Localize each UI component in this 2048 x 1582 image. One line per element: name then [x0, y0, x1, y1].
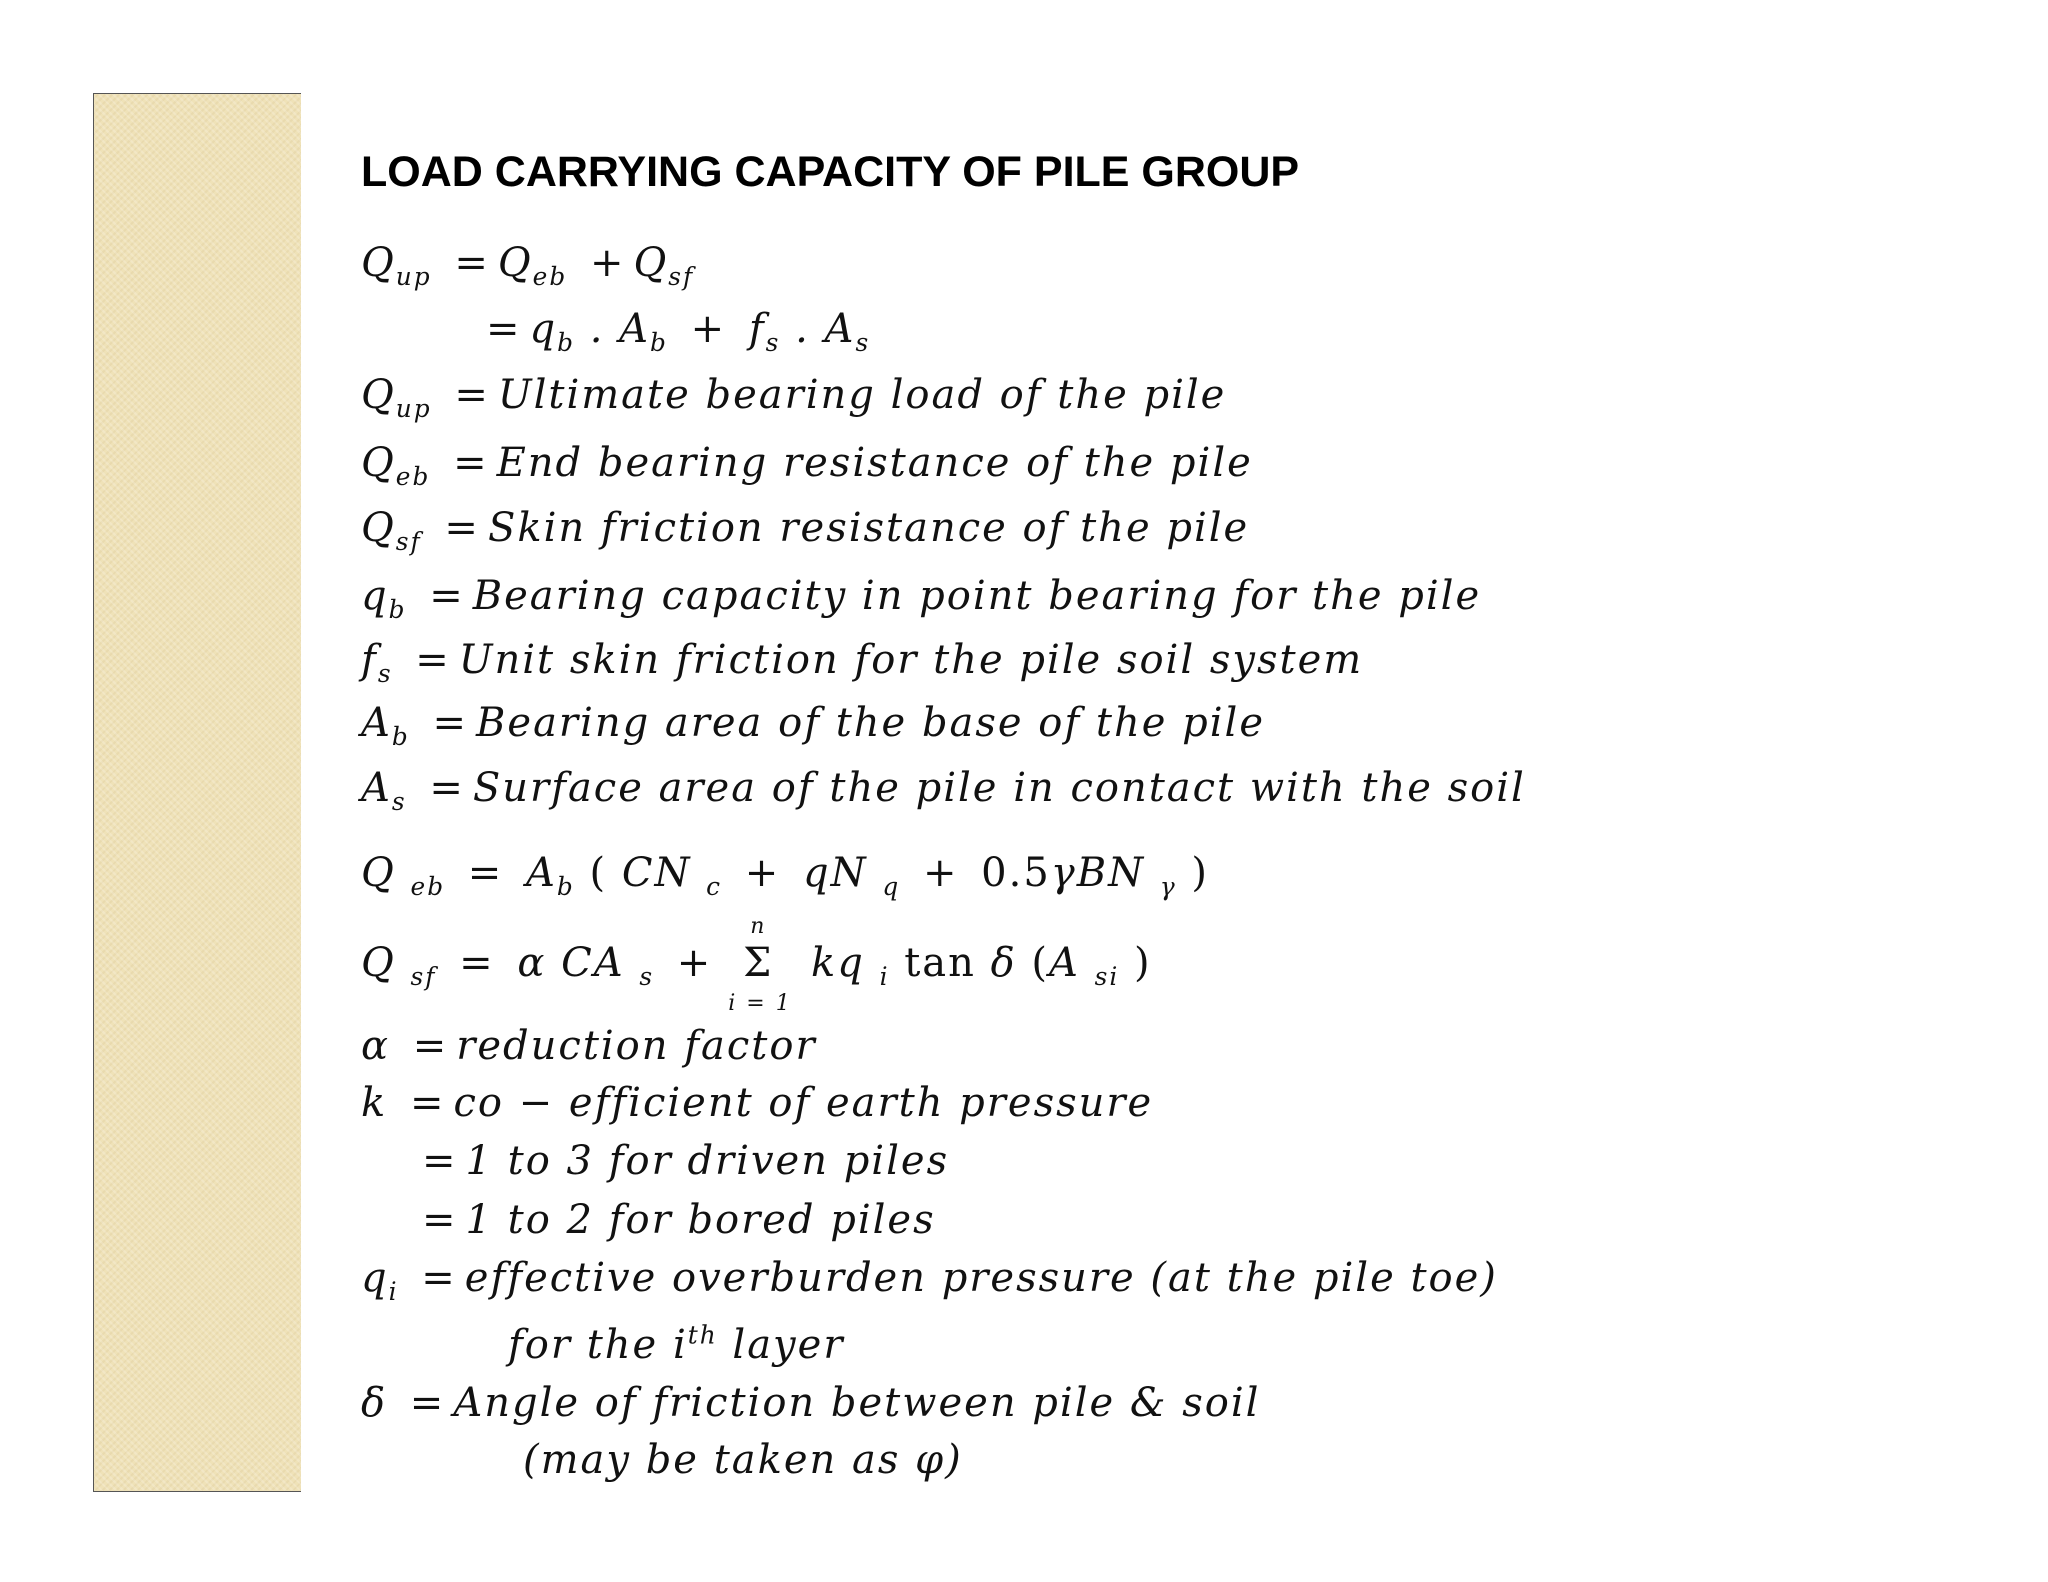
definition-alpha: α = reduction factor [361, 1023, 817, 1069]
definition-text: Unit skin friction for the pile soil system [458, 637, 1364, 683]
definition-k-bored: = 1 to 2 for bored piles [422, 1197, 936, 1243]
definition-qup: $Q_{up}$ = Ultimate bearing load of the pile [361, 372, 1227, 423]
definition-qi: $q_i$ = effective overburden pressure (at the pile toe) [361, 1255, 1498, 1306]
definition-text: effective overburden pressure (at the pile toe) [464, 1255, 1498, 1301]
definition-ab: $A_b$ = Bearing area of the base of the pile [361, 700, 1265, 751]
equation-qeb-formula: Q $_{eb} = A_b$ ( CN $_c$ + qN $_q$ + 0.5γBN $_\gamma$ ) [361, 850, 1209, 901]
slide-title: LOAD CARRYING CAPACITY OF PILE GROUP [361, 148, 1300, 196]
definition-k: k = co − efficient of earth pressure [361, 1080, 1154, 1126]
definition-delta-continued: (may be taken as φ) [523, 1437, 963, 1483]
decorative-side-band [93, 93, 301, 1492]
definition-qsf: $Q_{sf}$ = Skin friction resistance of the pile [361, 505, 1250, 556]
definition-qb: $q_b$ = Bearing capacity in point bearing for the pile [361, 573, 1482, 624]
definition-qi-continued: for the $i^{th}$ layer [508, 1320, 845, 1368]
definition-delta: δ = Angle of friction between pile & soil [361, 1380, 1261, 1426]
equation-qup-expanded: = $q_b$ . $A_b + f_s$ . $A_s$ [486, 306, 871, 357]
summation-symbol: n Σ i = 1 [728, 914, 792, 1016]
definition-fs: $f_s$ = Unit skin friction for the pile soil system [361, 637, 1364, 688]
definition-text: Skin friction resistance of the pile [487, 505, 1250, 551]
definition-qeb: $Q_{eb}$ = End bearing resistance of the pile [361, 440, 1253, 491]
definition-text: Bearing capacity in point bearing for the pile [472, 573, 1482, 619]
definition-text: Angle of friction between pile & soil [453, 1380, 1261, 1426]
definition-text: Surface area of the pile in contact with the soil [472, 765, 1526, 811]
definition-text: Bearing area of the base of the pile [476, 700, 1265, 746]
equation-qup: $Q_{up} = Q_{eb} + Q_{sf}$ [361, 240, 695, 291]
definition-text: End bearing resistance of the pile [496, 440, 1253, 486]
definition-text: reduction factor [456, 1023, 817, 1069]
definition-as: $A_s$ = Surface area of the pile in contact with the soil [361, 765, 1526, 816]
definition-text: 1 to 2 for bored piles [465, 1197, 936, 1243]
definition-k-driven: = 1 to 3 for driven piles [422, 1138, 950, 1184]
equation-qsf-formula: Q $_{sf}$ = α CA $_s$ + n Σ i = 1 kq $_i$ tan δ (A $_{si}$ ) [361, 914, 1152, 1016]
definition-text: co − efficient of earth pressure [453, 1080, 1154, 1126]
definition-text: Ultimate bearing load of the pile [497, 372, 1227, 418]
definition-text: 1 to 3 for driven piles [465, 1138, 950, 1184]
